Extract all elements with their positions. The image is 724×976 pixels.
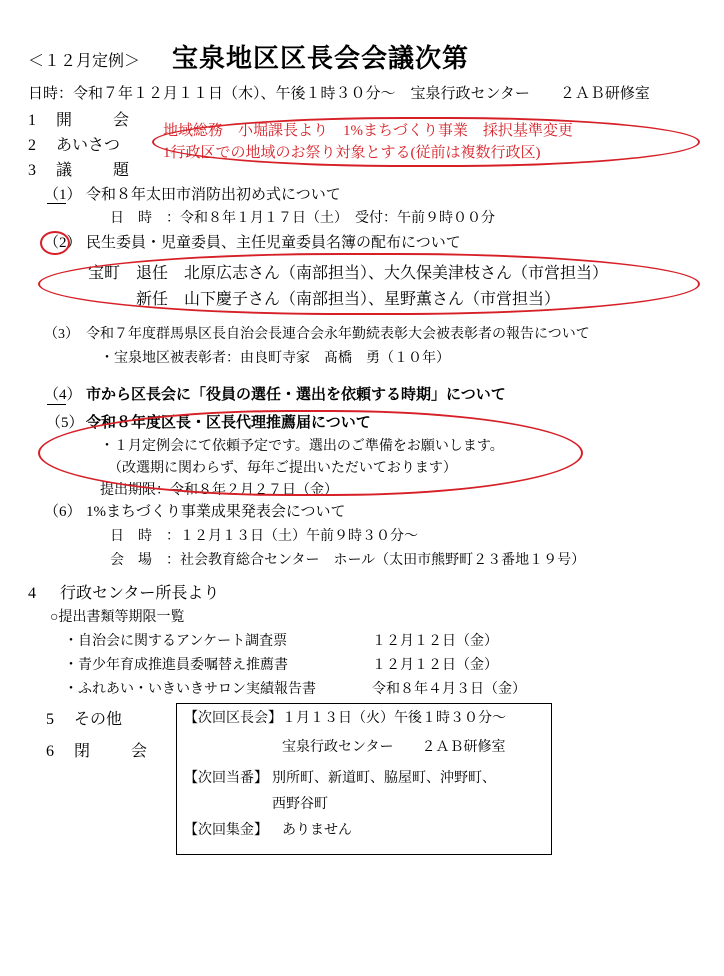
agenda-label-3: 議 題	[56, 162, 133, 179]
item-5-line-3: 提出期限：令和８年２月２７日（金）	[100, 483, 338, 498]
item-1-no: （1）	[44, 187, 82, 203]
notice-row5-label: 【次回集金】	[184, 823, 268, 838]
agenda-no-3: 3	[28, 162, 36, 179]
section-4-row-3-label: ・ふれあい・いきいきサロン実績報告書	[64, 682, 316, 697]
item-4-no: （4）	[44, 387, 82, 403]
section-5-no: 5	[46, 711, 54, 728]
section-4-row-1-label: ・自治会に関するアンケート調査票	[64, 634, 288, 649]
notice-row3-label: 【次回当番】	[184, 771, 268, 786]
section-4-title: 行政センター所長より	[60, 585, 220, 602]
item-2-no: （2）	[44, 235, 82, 251]
section-4-no: 4	[28, 585, 36, 602]
item-2-title: 民生委員・児童委員、主任児童委員名簿の配布について	[86, 235, 461, 251]
agenda-label-1: 開 会	[56, 112, 133, 129]
item-2-line-2: 新任 山下慶子さん（南部担当）、星野薫さん（市営担当）	[88, 291, 561, 308]
item-5-title: 令和８年度区長・区長代理推薦届について	[86, 415, 371, 431]
item-6-title: 1%まちづくり事業成果発表会について	[86, 504, 346, 520]
item-1-title: 令和８年太田市消防出初め式について	[86, 187, 341, 203]
section-4-row-2-label: ・青少年育成推進員委嘱替え推薦書	[64, 658, 288, 673]
notice-row4-value: 西野谷町	[272, 797, 328, 812]
notice-row2-value: 宝泉行政センター ２ＡＢ研修室	[282, 740, 506, 755]
section-4-row-2-due: １２月１２日（金）	[372, 658, 498, 673]
item-5-no: （5）	[46, 415, 84, 431]
item-4-no-underline	[47, 404, 66, 405]
notice-row3-value: 別所町、新道町、脇屋町、沖野町、	[272, 771, 496, 786]
section-4-row-1-due: １２月１２日（金）	[372, 634, 498, 649]
section-4-subtitle: ○提出書類等期限一覧	[50, 610, 185, 625]
agenda-no-1: 1	[28, 112, 36, 129]
item-5-line-2: （改選期に関わらず、毎年ご提出いただいております）	[108, 461, 457, 476]
section-6-no: 6	[46, 743, 54, 760]
item-3-no: （3）	[44, 327, 79, 342]
item-3-title: 令和７年度群馬県区長自治会長連合会永年勤続表彰大会被表彰者の報告について	[86, 327, 590, 342]
notice-row1-value: １月１３日（火）午後１時３０分～	[282, 711, 506, 726]
section-5-label: その他	[74, 711, 123, 728]
item-4-title: 市から区長会に「役員の選任・選出を依頼する時期」について	[86, 387, 506, 403]
item-1-line-1: 日 時 ：令和８年１月１７日（土） 受付：午前９時００分	[110, 211, 495, 226]
agenda-label-2: あいさつ	[56, 137, 121, 154]
item-6-line-1: 日 時 ：１２月１３日（土）午前９時３０分～	[110, 529, 418, 544]
item-5-line-1: ・１月定例会にて依頼予定です。選出のご準備をお願いします。	[100, 439, 504, 454]
section-4-row-3-due: 令和８年４月３日（金）	[372, 682, 526, 697]
annotation-top-line2: 1行政区での地域のお祭り対象とする(従前は複数行政区)	[163, 145, 541, 161]
annotation-top-line1: 地域総務 小堀課長より 1%まちづくり事業 採択基準変更	[163, 123, 573, 139]
header-prefix: ＜１２月定例＞	[28, 53, 141, 70]
datetime-line: 日時：令和７年１２月１１日（木）、午後１時３０分～ 宝泉行政センター ２ＡＢ研修室	[28, 86, 650, 102]
item-6-line-2: 会 場 ：社会教育総合センター ホール（太田市熊野町２３番地１９号）	[110, 553, 586, 568]
annotation-circle-item2	[40, 231, 70, 255]
agenda-no-2: 2	[28, 137, 36, 154]
item-3-line-1: ・宝泉地区被表彰者：由良町寺家 髙橋 勇（１０年）	[100, 351, 450, 366]
item-6-no: （6）	[44, 504, 82, 520]
item-2-line-1: 宝町 退任 北原広志さん（南部担当）、大久保美津枝さん（市営担当）	[88, 265, 609, 282]
notice-row5-value: ありません	[282, 823, 352, 838]
notice-row1-label: 【次回区長会】	[184, 711, 282, 726]
item-1-no-underline	[47, 203, 66, 204]
section-6-label: 閉 会	[74, 743, 151, 760]
page-title: 宝泉地区区長会会議次第	[172, 44, 470, 73]
